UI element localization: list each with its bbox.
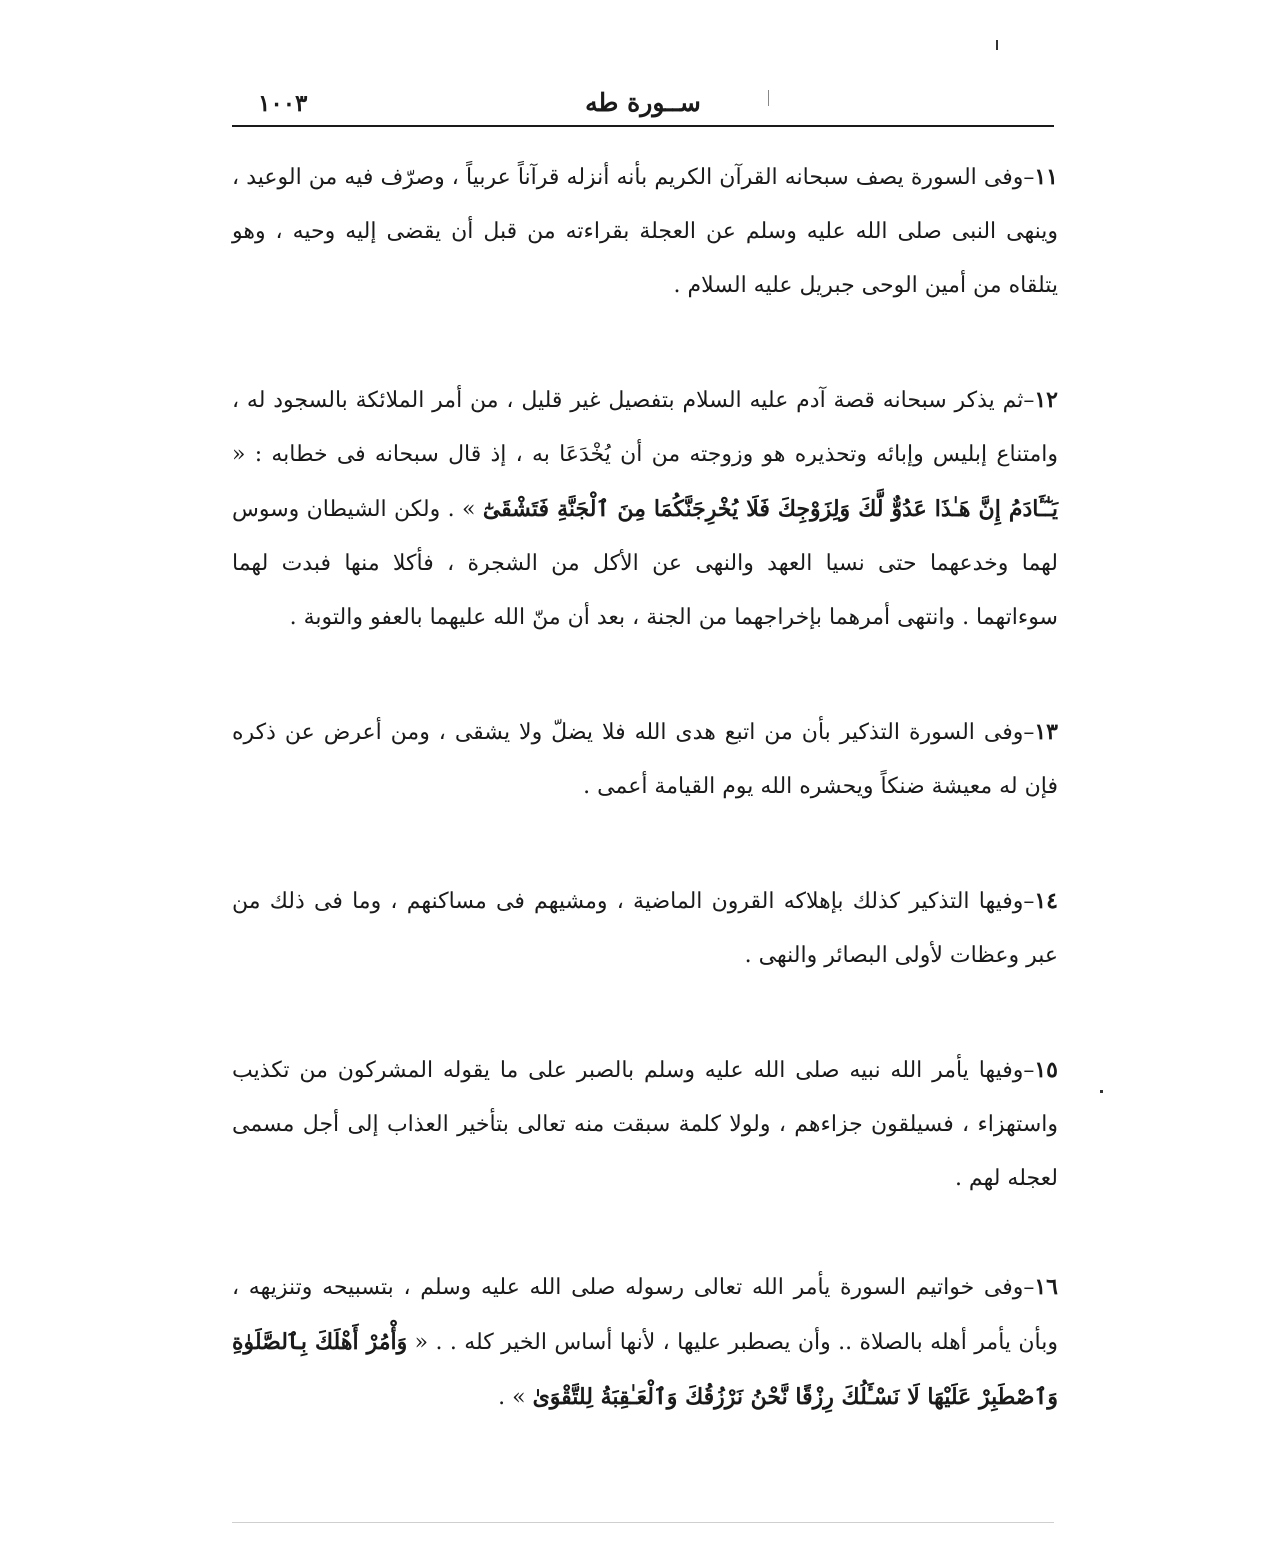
quran-verse: يَـٰٓـَٔادَمُ إِنَّ هَـٰذَا عَدُوٌّ لَّكَ وَلِزَوْجِكَ فَلَا يُخْرِجَنَّكُمَا مِنَ ٱلْجَنَّةِ فَتَشْقَىٰٓ [482, 496, 1058, 522]
paragraph-text: –وفى السورة يصف سبحانه القرآن الكريم بأنه أنزله قرآناً عربياً ، وصرّف فيه من الوعيد ، وينهى النبى صلى الله عليه وسلم عن العجلة بقراءته من قبل أن يقضى إليه وحيه ، وهو يتلقاه من أمين الوحى جبريل عليه السلام . [232, 165, 1058, 298]
paragraph-number: ١١ [1034, 164, 1058, 190]
scan-speck [768, 90, 769, 106]
paragraph-text: –ثم يذكر سبحانه قصة آدم عليه السلام بتفصيل غير قليل ، من أمر الملائكة بالسجود له ، وامتناع إبليس وإبائه وتحذيره هو وزوجته من أن يُخْدَعَا به ، إذ قال سبحانه فى خطابه : « [232, 388, 1059, 467]
paragraph-spacer [232, 1206, 1058, 1260]
paragraph-12 [232, 373, 1058, 645]
surah-title: ســورة طه [585, 88, 701, 117]
paragraph-number: ١٦ [1034, 1274, 1058, 1300]
paragraph-number: ١٥ [1034, 1057, 1058, 1083]
paragraph-text: –وفى خواتيم السورة يأمر الله تعالى رسوله صلى الله عليه وسلم ، بتسبيحه وتنزيهه ، وبأن يأمر أهله بالصلاة .. وأن يصطبر عليها ، لأنها أساس الخير كله . . « [232, 1275, 1058, 1355]
paragraph-16 [232, 1260, 1058, 1425]
paragraph-number: ١٢ [1034, 387, 1058, 413]
paragraph-spacer [232, 645, 1058, 705]
paragraph-text-continued: » . [498, 1385, 533, 1410]
paragraph-number: ١٤ [1034, 888, 1058, 914]
running-header [232, 88, 1054, 124]
paragraph-13 [232, 705, 1058, 814]
paragraph-15 [232, 1043, 1058, 1206]
quran-verse: وَأْمُرْ أَهْلَكَ بِٱلصَّلَوٰةِ وَٱصْطَبِرْ عَلَيْهَا لَا نَسْـَٔلُكَ رِزْقًا نَّحْنُ نَرْزُقُكَ وَٱلْعَـٰقِبَةُ لِلتَّقْوَىٰ [232, 1329, 1058, 1410]
paragraph-text: –وفيها يأمر الله نبيه صلى الله عليه وسلم بالصبر على ما يقوله المشركون من تكذيب واستهزاء ، فسيلقون جزاءهم ، ولولا كلمة سبقت منه تعالى بتأخير العذاب إلى أجل مسمى لعجله لهم . [232, 1058, 1058, 1191]
header-rule [232, 125, 1054, 127]
page-number: ١٠٠٣ [258, 90, 308, 117]
scan-speck [1100, 1090, 1103, 1093]
paragraph-text-continued: » . ولكن الشيطان وسوس لهما وخدعهما حتى نسيا العهد والنهى عن الأكل من الشجرة ، فأكلا منها فبدت لهما سوءاتهما . وانتهى أمرهما بإخراجهما من الجنة ، بعد أن منّ الله عليهما بالعفو والتوبة . [232, 497, 1058, 630]
paragraph-text: –وفيها التذكير كذلك بإهلاكه القرون الماضية ، ومشيهم فى مساكنهم ، وما فى ذلك من عبر وعظات لأولى البصائر والنهى . [232, 889, 1058, 968]
paragraph-text: –وفى السورة التذكير بأن من اتبع هدى الله فلا يضلّ ولا يشقى ، ومن أعرض عن ذكره فإن له معيشة ضنكاً ويحشره الله يوم القيامة أعمى . [232, 720, 1058, 799]
paragraph-spacer [232, 814, 1058, 874]
paragraph-spacer [232, 983, 1058, 1043]
paragraph-11 [232, 150, 1058, 313]
scan-speck [996, 40, 998, 50]
paragraph-spacer [232, 313, 1058, 373]
paragraph-number: ١٣ [1034, 719, 1058, 745]
scan-bottom-edge [232, 1522, 1054, 1523]
page-body [232, 150, 1058, 1425]
paragraph-14 [232, 874, 1058, 983]
